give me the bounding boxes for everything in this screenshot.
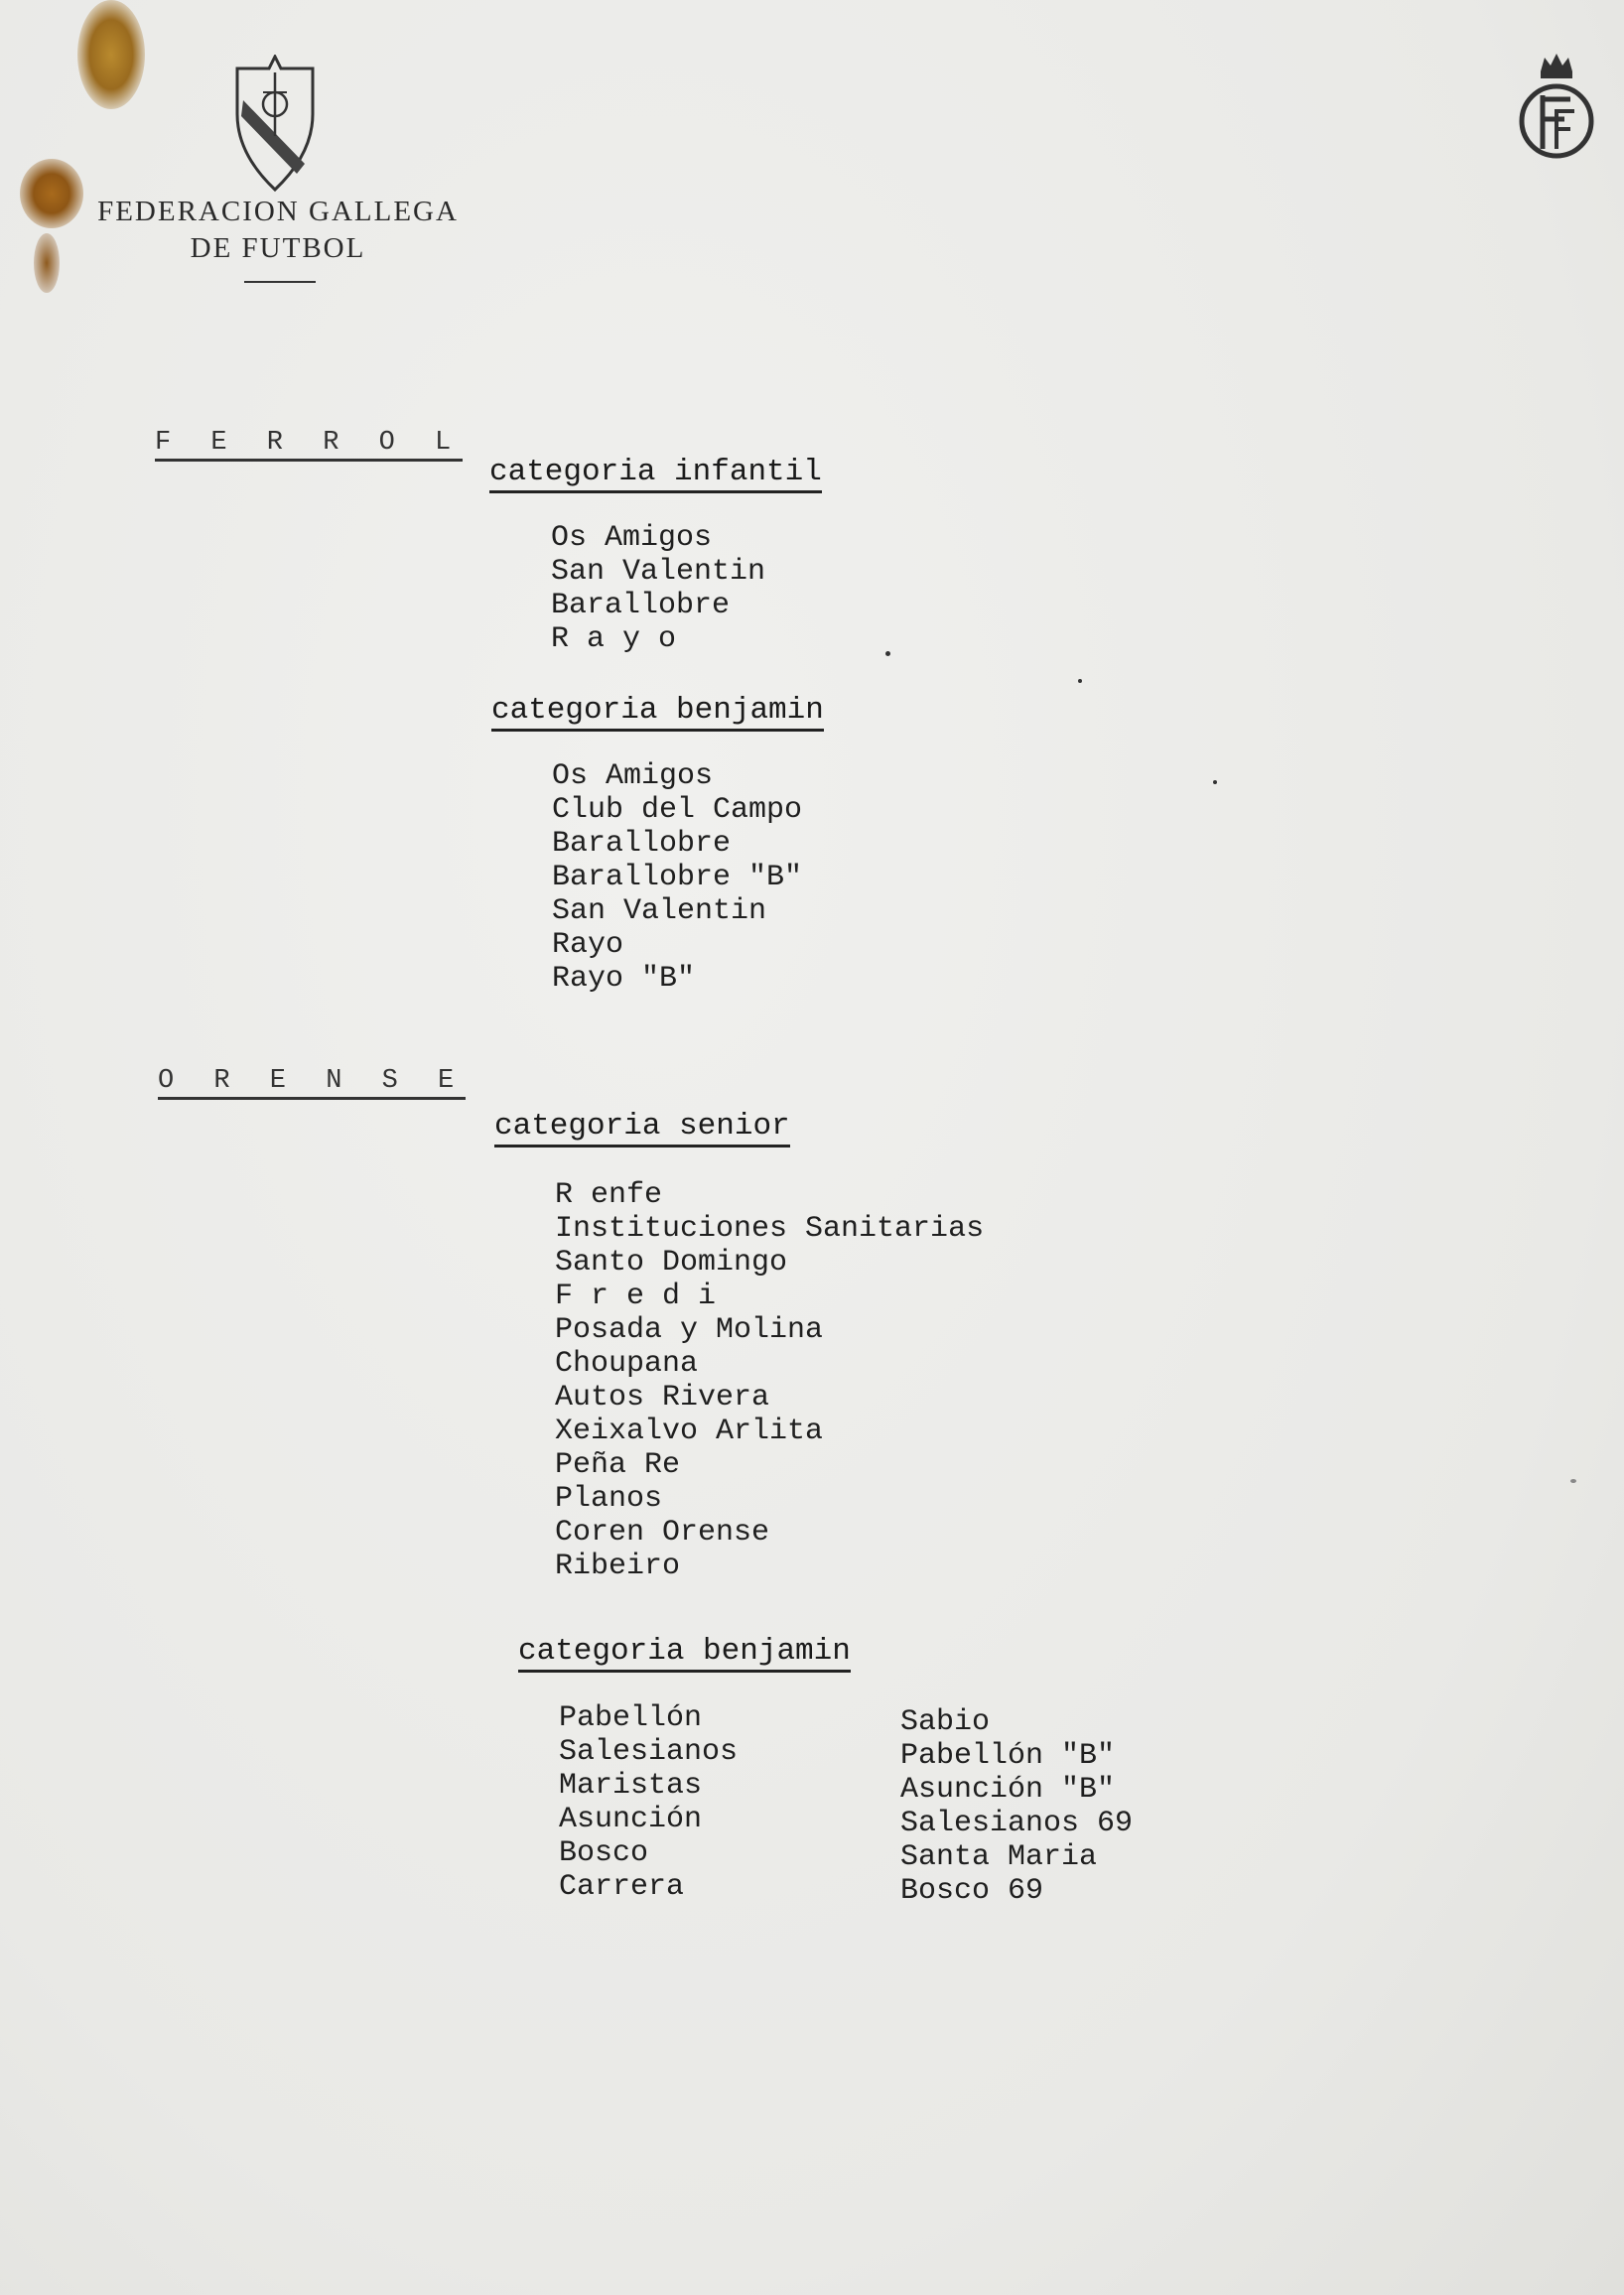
list-item: Asunción: [559, 1803, 703, 1836]
list-item: Bosco 69: [900, 1874, 1044, 1908]
list-item: Os Amigos: [552, 759, 714, 793]
list-item: Salesianos 69: [900, 1807, 1134, 1840]
ink-speck: [1213, 780, 1217, 784]
list-item: F r e d i: [555, 1280, 717, 1313]
list-item: Sabio: [900, 1705, 991, 1739]
list-item: Santa Maria: [900, 1840, 1098, 1874]
federation-name-line2: DE FUTBOL: [190, 232, 366, 264]
category-heading: categoria infantil: [489, 456, 822, 493]
list-item: Pabellón "B": [900, 1739, 1116, 1773]
category-heading: categoria senior: [494, 1110, 790, 1148]
federation-name-line1: FEDERACION GALLEGA: [97, 196, 459, 227]
list-item: Salesianos: [559, 1735, 739, 1769]
list-item: Maristas: [559, 1769, 703, 1803]
list-item: San Valentin: [551, 555, 766, 589]
team-list-column-1: [559, 1701, 738, 1904]
list-item: Pabellón: [559, 1701, 703, 1735]
list-item: Rayo "B": [552, 962, 696, 996]
team-list: [552, 759, 802, 996]
list-item: Xeixalvo Arlita: [555, 1415, 824, 1448]
ink-speck: [1078, 679, 1082, 683]
federation-name: [60, 194, 496, 267]
galician-federation-shield-icon: [233, 55, 317, 194]
category-heading: categoria benjamin: [491, 694, 824, 732]
list-item: Posada y Molina: [555, 1313, 824, 1347]
ink-speck: [885, 651, 890, 656]
list-item: Peña Re: [555, 1448, 681, 1482]
list-item: Bosco: [559, 1836, 649, 1870]
list-item: Os Amigos: [551, 521, 713, 555]
rust-stain: [34, 233, 60, 293]
letterhead: [60, 55, 496, 283]
list-item: Ribeiro: [555, 1550, 681, 1583]
list-item: Barallobre: [551, 589, 731, 622]
team-list: [551, 521, 765, 656]
list-item: Rayo: [552, 928, 624, 962]
list-item: Instituciones Sanitarias: [555, 1212, 985, 1246]
list-item: Club del Campo: [552, 793, 803, 827]
region-heading-ferrol: F E R R O L: [155, 427, 463, 462]
royal-spanish-federation-crest-icon: [1517, 50, 1596, 165]
list-item: Choupana: [555, 1347, 699, 1381]
list-item: R a y o: [551, 622, 677, 656]
category-heading: categoria benjamin: [518, 1635, 851, 1673]
list-item: R enfe: [555, 1178, 663, 1212]
list-item: Barallobre "B": [552, 861, 803, 894]
list-item: Santo Domingo: [555, 1246, 788, 1280]
list-item: Asunción "B": [900, 1773, 1116, 1807]
list-item: Coren Orense: [555, 1516, 770, 1550]
list-item: Autos Rivera: [555, 1381, 770, 1415]
ink-speck: [1570, 1479, 1576, 1483]
list-item: Carrera: [559, 1870, 685, 1904]
list-item: Barallobre: [552, 827, 732, 861]
list-item: San Valentin: [552, 894, 767, 928]
letterhead-rule: [244, 281, 316, 283]
team-list: [555, 1178, 984, 1583]
region-heading-orense: O R E N S E: [158, 1065, 466, 1100]
team-list-column-2: [900, 1705, 1133, 1908]
list-item: Planos: [555, 1482, 663, 1516]
